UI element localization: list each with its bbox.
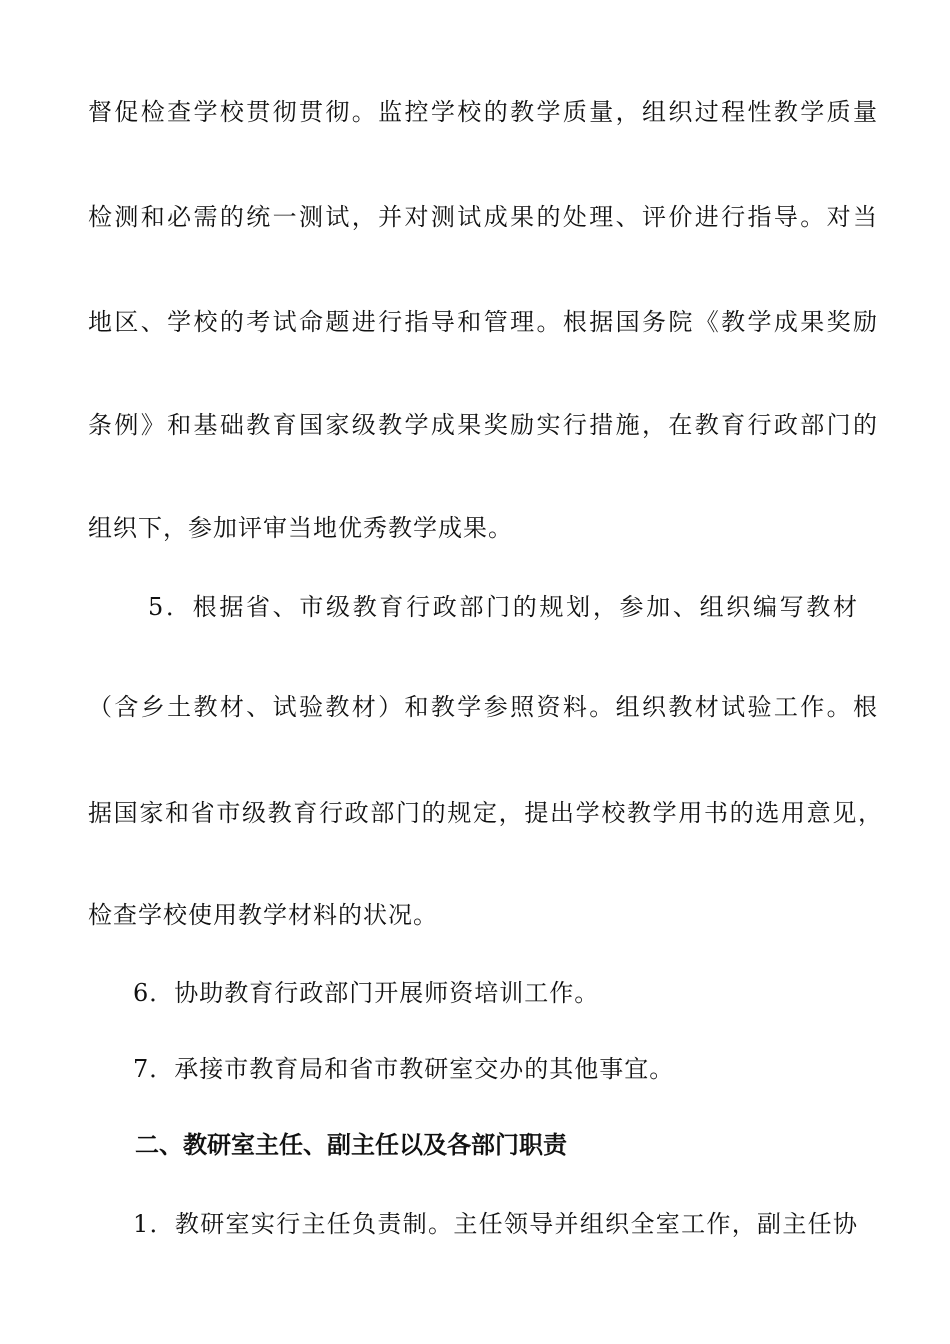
paragraph-line-4: 条例》和基础教育国家级教学成果奖励实行措施，在教育行政部门的 (88, 411, 878, 439)
paragraph-line-5: 组织下，参加评审当地优秀教学成果。 (88, 514, 513, 542)
list-item-6: 6．协助教育行政部门开展师资培训工作。 (133, 979, 600, 1007)
list-item-5-line-3: 据国家和省市级教育行政部门的规定，提出学校教学用书的选用意见， (88, 799, 883, 827)
paragraph-line-3: 地区、学校的考试命题进行指导和管理。根据国务院《教学成果奖励 (88, 308, 878, 336)
section-heading: 二、教研室主任、副主任以及各部门职责 (135, 1131, 567, 1159)
list-item-5-line-4: 检查学校使用教学材料的状况。 (88, 901, 438, 929)
paragraph-line-2: 检测和必需的统一测试，并对测试成果的处理、评价进行指导。对当 (88, 203, 878, 231)
list-item-7: 7．承接市教育局和省市教研室交办的其他事宜。 (133, 1055, 675, 1083)
section-item-1-line-1: 1．教研室实行主任负责制。主任领导并组织全室工作，副主任协 (133, 1210, 858, 1238)
paragraph-line-1: 督促检查学校贯彻贯彻。监控学校的教学质量，组织过程性教学质量 (88, 98, 878, 126)
list-item-5-line-2: （含乡土教材、试验教材）和教学参照资料。组织教材试验工作。根 (88, 693, 878, 721)
list-item-5-line-1: 5．根据省、市级教育行政部门的规划，参加、组织编写教材 (148, 593, 858, 621)
